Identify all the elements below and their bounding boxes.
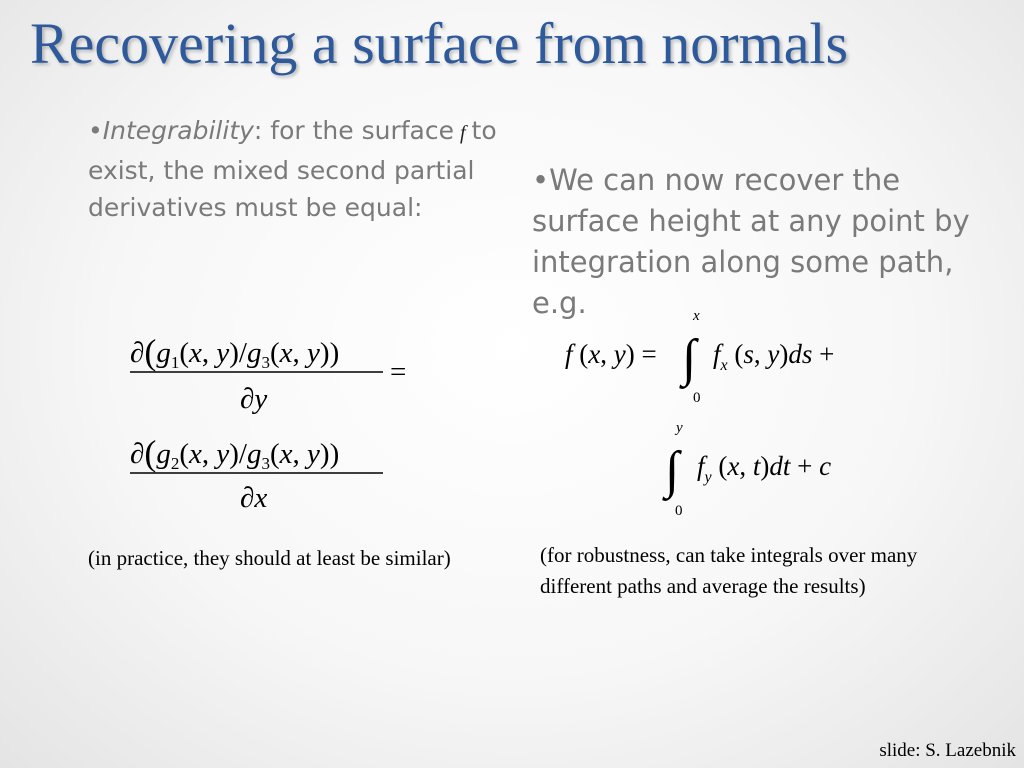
bullet-marker: • [88, 116, 103, 145]
bullet-text-part2: to exist, the mixed second partial derivatives must be equal: [88, 116, 497, 222]
surface-symbol: f [459, 122, 466, 144]
lower-limit-0b: 0 [675, 503, 683, 519]
bottom-numerator: $\partial(g_2(x$, $y)/g_3(x$, y)) [130, 433, 340, 473]
integral-sign-1: ∫ [682, 330, 697, 387]
bullet-marker: • [532, 163, 550, 197]
slide-title: Recovering a surface from normals [30, 11, 849, 76]
upper-limit-y: y [676, 420, 683, 436]
integrand-fy: $f_y$ (x, t)dt + c [697, 451, 832, 486]
recover-bullet-text: We can now recover the surface height at any point by integration along some path, e.g. [532, 163, 970, 320]
top-denominator: ∂y [240, 383, 268, 415]
slide-credit: slide: S. Lazebnik [879, 740, 1016, 761]
integrability-term: Integrability [102, 116, 254, 145]
bullet-text-part1: : for the surface [253, 116, 454, 145]
equals-sign: = [390, 356, 407, 388]
robustness-note: (for robustness, can take integrals over many different paths and average the results) [540, 543, 918, 598]
practice-note: (in practice, they should at least be similar) [88, 546, 451, 570]
integrand-fx: $f_x$ (s, y)ds + [713, 339, 835, 374]
integral-sign-2: ∫ [665, 442, 680, 499]
upper-limit-x: x [693, 308, 700, 324]
top-numerator: $\partial(g_1(x$, $y)/g_3(x$, y)) [130, 332, 340, 372]
lower-limit-0: 0 [693, 390, 701, 406]
integration-lhs: f (x, y) = [565, 339, 657, 369]
bottom-denominator: ∂x [240, 482, 268, 514]
